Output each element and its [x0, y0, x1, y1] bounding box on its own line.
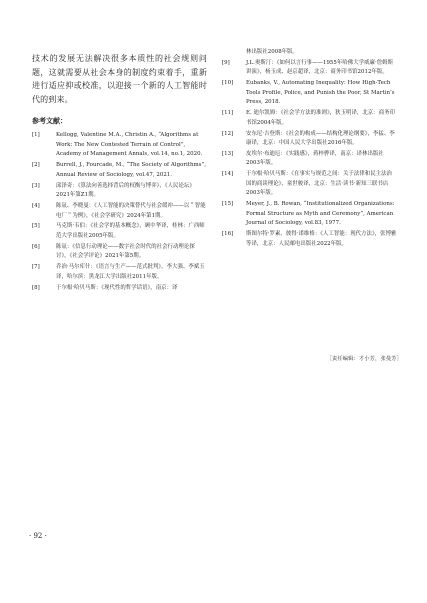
- reference-text: Kellogg, Valentine M.A., Christin A., “Algorithms at Work: The New Contested Terrain of Control”, Academy of Management Annals, vol.14, no.1, 2020.: [56, 132, 203, 158]
- reference-number: [6]: [32, 243, 40, 250]
- reference-text: 林出版社2008年版。: [246, 49, 299, 55]
- reference-text: 皮埃尔·布迪厄：《实践感》，蒋梓骅译，南京：译林出版社2003年版。: [246, 150, 384, 167]
- reference-item: [32, 161, 207, 180]
- reference-number: [10]: [222, 80, 234, 87]
- reference-number: [8]: [32, 284, 40, 291]
- reference-number: [16]: [222, 231, 234, 238]
- reference-text: 斯图尔特·罗素、彼得·诺维格：《人工智能：现代方法》，张博雅等译，北京：人民邮电出版社2022年版。: [246, 231, 397, 247]
- reference-text: 于尔根·哈贝马斯：《在事实与规范之间：关于法律和民主法治国的商谈理论》，童世骏译，北京：生活·读书·新知三联书店2003年版。: [246, 171, 392, 197]
- right-column: [222, 49, 397, 251]
- reference-number: [12]: [222, 130, 234, 137]
- reference-number: [3]: [32, 182, 40, 189]
- reference-item: [222, 230, 397, 249]
- reference-item: [222, 79, 397, 108]
- left-column: [32, 52, 207, 295]
- reference-item: [222, 130, 397, 149]
- reference-item: [222, 170, 397, 199]
- reference-text: 马克斯·韦伯：《社会学的基本概念》，顾中华译，桂林：广西师范大学出版社2005年版。: [56, 223, 205, 239]
- reference-item: [32, 263, 207, 282]
- reference-number: [15]: [222, 201, 234, 208]
- reference-text: 陈氚：《信息行动理论——数字社会时代的社会行动理论探讨》，《社会学评论》2021年第5期。: [56, 243, 195, 260]
- reference-item: [222, 109, 397, 128]
- reference-text: 乔治·马尔库什：《语言与生产——范式批判》，李大强、李斌玉译，哈尔滨：黑龙江大学出版社2011年版。: [56, 264, 205, 280]
- reference-number: [2]: [32, 162, 40, 169]
- reference-item: [222, 59, 397, 78]
- page-number: · 92 ·: [29, 532, 47, 540]
- body-paragraph: 技术的发展无法解决很多本质性的社会规则问题，这就需要从社会本身的制度约束着手，重新进行适应抑或校准，以迎接一个新的人工智能时代的到来。: [32, 54, 207, 104]
- references-list-left: [32, 131, 207, 293]
- reference-text: Eubanks, V., Automating Inequality: How High-Tech Tools Profile, Police, and Punish the Poor, St Martin’s Press, 2018.: [246, 80, 395, 106]
- reference-number: [5]: [32, 223, 40, 230]
- reference-number: [4]: [32, 203, 40, 210]
- reference-number: [9]: [222, 59, 230, 66]
- reference-item: [222, 150, 397, 169]
- references-heading: 参考文献：: [32, 116, 67, 126]
- editor-note: ［责任编辑：才小芳，张曼芳］: [326, 356, 402, 362]
- reference-text: E. 迪尔凯姆：《社会学方法的准则》，狄玉明译，北京：商务印书馆2004年版。: [246, 110, 396, 126]
- reference-item: [32, 243, 207, 262]
- reference-number: [1]: [32, 132, 40, 139]
- reference-item: [32, 182, 207, 201]
- reference-text: 于尔根·哈贝马斯：《现代性的哲学话语》，南京：译: [56, 284, 178, 291]
- reference-text: 安东尼·吉登斯：《社会的构成——结构化理论纲要》，李猛、李康译，北京：中国人民大学出版社2016年版。: [246, 130, 395, 147]
- reference-text: J.L.奥斯汀：《如何以言行事——1955年哈佛大学威廉·詹姆斯讲演》，杨玉成、赵京超译，北京：商务印书馆2012年版。: [246, 59, 394, 76]
- reference-number: [11]: [222, 110, 234, 117]
- reference-number: [13]: [222, 150, 234, 157]
- reference-continuation: [222, 48, 397, 58]
- reference-text: 邱泽奇：《算法向善选择背后的权衡与博弈》，《人民论坛》2021年第Z1期。: [56, 182, 195, 199]
- references-list-right: [222, 59, 397, 249]
- reference-text: Meyer, J., B. Rowan, “Institutionalized Organizations: Formal Structure as Myth and Ceremony”, American Journal of Sociology, vol.83, 1977.: [246, 201, 395, 227]
- reference-text: Burrell, J., Fourcade, M., “The Society of Algorithms”, Annual Review of Sociology, vol.47, 2021.: [56, 162, 207, 178]
- reference-item: [32, 202, 207, 221]
- reference-text: 陈氚、李晓曼：《人工智能的决策替代与社会缓冲——以＂智能电厂＂为例》，《社会学研究》2024年第1期。: [56, 203, 206, 219]
- reference-item: [32, 222, 207, 241]
- reference-item: [222, 200, 397, 229]
- reference-item: [32, 131, 207, 160]
- reference-number: [14]: [222, 171, 234, 178]
- reference-item: [32, 284, 207, 294]
- reference-number: [7]: [32, 264, 40, 271]
